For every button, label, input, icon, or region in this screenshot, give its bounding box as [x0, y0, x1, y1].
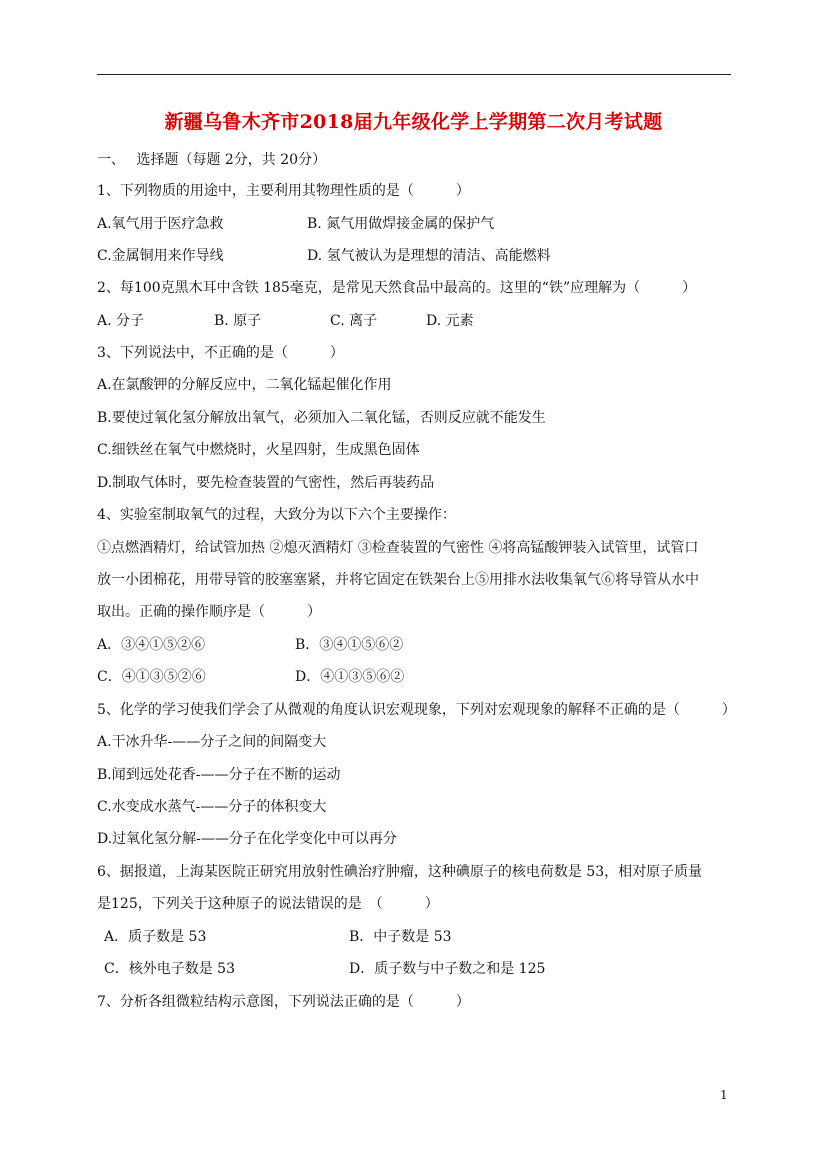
- q6-option-c: C．核外电子数是 53: [104, 961, 235, 977]
- q5-option-a: A.干冰升华-——分子之间的间隔变大: [97, 734, 327, 750]
- q5-stem: 5、化学的学习使我们学会了从微观的角度认识宏观现象，下列对宏观现象的解释不正确的是（ ）: [97, 702, 736, 718]
- q2-option-a: A. 分子: [97, 313, 145, 329]
- q1-option-c: C.金属铜用来作导线: [97, 248, 224, 264]
- q4-steps-line2: 放一小团棉花，用带导管的胶塞塞紧，并将它固定在铁架台上⑤用排水法收集氧气⑥将导管从水中: [97, 572, 699, 588]
- q1-option-a: A.氧气用于医疗急救: [97, 216, 224, 232]
- q6-stem-line2: 是125，下列关于这种原子的说法错误的是 （ ）: [97, 896, 439, 912]
- q5-option-c: C.水变成水蒸气-——分子的体积变大: [97, 799, 327, 815]
- q6-option-b: B．中子数是 53: [349, 929, 452, 945]
- q5-option-b: B.闻到远处花香-——分子在不断的运动: [97, 767, 341, 783]
- q1-option-d: D. 氢气被认为是理想的清洁、高能燃料: [307, 248, 551, 264]
- q4-stem: 4、实验室制取氧气的过程，大致分为以下六个主要操作：: [97, 507, 456, 523]
- q3-option-d: D.制取气体时，要先检查装置的气密性，然后再装药品: [97, 475, 435, 491]
- q6-option-a: A．质子数是 53: [104, 929, 207, 945]
- q6-stem-line1: 6、据报道，上海某医院正研究用放射性碘治疗肿瘤，这种碘原子的核电荷数是 53，相对原子质量: [97, 864, 703, 880]
- q4-steps-line3: 取出。正确的操作顺序是（ ）: [97, 604, 321, 620]
- q4-steps-line1: ①点燃酒精灯，给试管加热 ②熄灭酒精灯 ③检查装置的气密性 ④将高锰酸钾装入试管里，试管口: [97, 540, 699, 556]
- q2-stem: 2、每100克黑木耳中含铁 185毫克，是常见天然食品中最高的。这里的“铁”应理解为（ ）: [97, 280, 697, 296]
- q2-option-b: B. 原子: [214, 313, 262, 329]
- q4-option-b: B．③④①⑤⑥②: [295, 637, 404, 653]
- page-title: 新疆乌鲁木齐市2018届九年级化学上学期第二次月考试题: [164, 111, 663, 133]
- q3-option-a: A.在氯酸钾的分解反应中，二氧化锰起催化作用: [97, 377, 392, 393]
- q7-stem: 7、分析各组微粒结构示意图，下列说法正确的是（ ）: [97, 994, 470, 1010]
- section-heading: 一、 选择题（每题 2分，共 20分）: [97, 152, 327, 168]
- q3-option-b: B.要使过氧化氢分解放出氧气，必须加入二氧化锰，否则反应就不能发生: [97, 410, 546, 426]
- q6-option-d: D．质子数与中子数之和是 125: [349, 961, 546, 977]
- q4-option-d: D．④①③⑤⑥②: [295, 669, 405, 685]
- q3-stem: 3、下列说法中，不正确的是（ ）: [97, 345, 344, 361]
- q2-option-d: D. 元素: [426, 313, 474, 329]
- q4-option-c: C．④①③⑤②⑥: [97, 669, 206, 685]
- header-rule: [97, 74, 731, 75]
- q4-option-a: A．③④①⑤②⑥: [97, 637, 206, 653]
- q1-option-b: B. 氮气用做焊接金属的保护气: [307, 216, 495, 232]
- page-number: 1: [720, 1088, 728, 1102]
- q5-option-d: D.过氧化氢分解-——分子在化学变化中可以再分: [97, 831, 397, 847]
- q1-stem: 1、下列物质的用途中，主要利用其物理性质的是（ ）: [97, 183, 470, 199]
- q3-option-c: C.细铁丝在氧气中燃烧时，火星四射，生成黑色固体: [97, 442, 420, 458]
- q2-option-c: C. 离子: [330, 313, 378, 329]
